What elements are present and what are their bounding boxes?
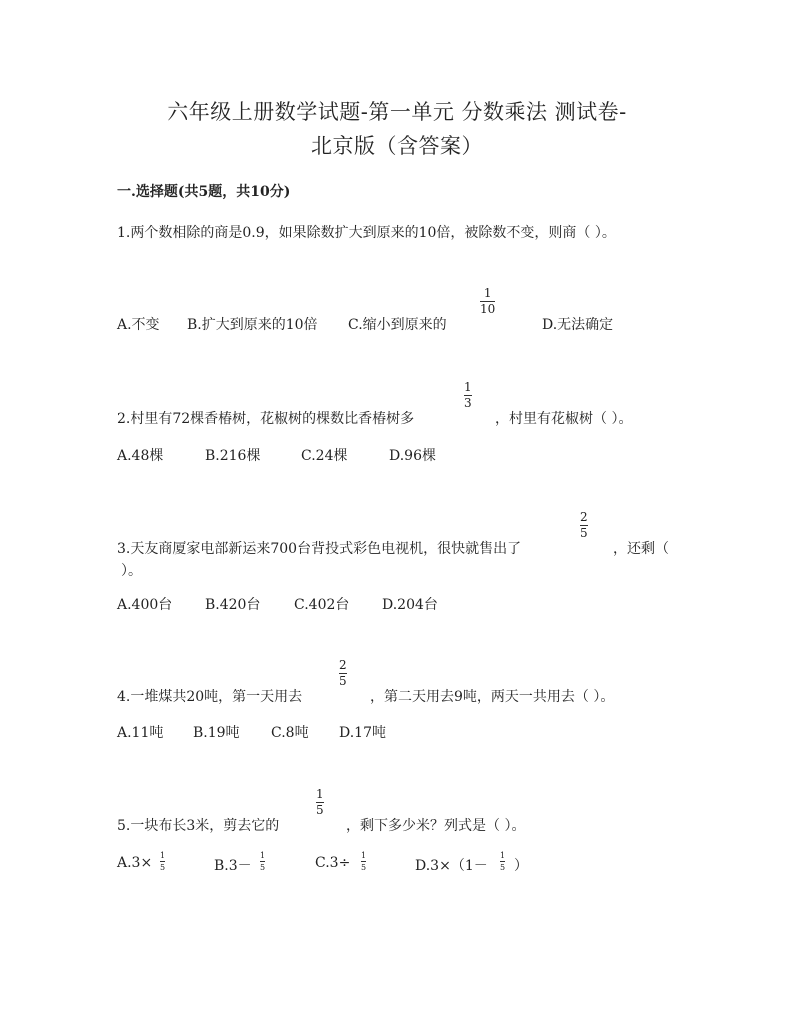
question-4-option-c: C.8吨 (271, 725, 309, 741)
question-5-option-a: A.3× (117, 855, 153, 871)
question-3-stem-a: 3.天友商厦家电部新运来700台背投式彩色电视机，很快就售出了 (117, 541, 522, 557)
question-5-option-d-close: ） (514, 858, 528, 874)
question-5-option-b-fraction (260, 851, 265, 872)
fraction-numerator: 1 (483, 286, 492, 300)
question-5-option-c-fraction (361, 851, 366, 872)
question-4-option-b: B.19吨 (193, 725, 240, 741)
title-line-2: 北京版（含答案） (311, 134, 483, 158)
section-heading: 一.选择题(共5题，共10分) (117, 184, 291, 200)
fraction-numerator: 1 (361, 851, 367, 860)
question-2-option-d: D.96棵 (389, 448, 436, 464)
fraction-numerator: 1 (260, 851, 266, 860)
fraction-denominator: 5 (580, 526, 588, 540)
fraction-numerator: 2 (580, 510, 588, 524)
fraction-numerator: 1 (316, 787, 324, 801)
question-1-option-b: B.扩大到原来的10倍 (187, 317, 318, 333)
question-2-fraction (464, 381, 472, 410)
question-2-option-c: C.24棵 (301, 448, 348, 464)
question-3-option-a: A.400台 (117, 597, 173, 613)
question-5-option-c: C.3÷ (315, 855, 351, 871)
question-3-fraction (580, 511, 588, 540)
question-3-option-c: C.402台 (294, 597, 350, 613)
question-2-option-b: B.216棵 (205, 448, 261, 464)
question-3-option-d: D.204台 (382, 597, 438, 613)
fraction-denominator: 10 (480, 302, 496, 316)
question-2-stem-a: 2.村里有72棵香椿树，花椒树的棵数比香椿树多 (117, 411, 415, 427)
fraction-denominator: 5 (339, 674, 347, 688)
fraction-denominator: 5 (160, 863, 166, 872)
question-5-stem-b: ，剩下多少米？列式是（ ）。 (346, 818, 526, 834)
question-5-option-b: B.3－ (214, 858, 252, 874)
question-4-option-a: A.11吨 (117, 725, 164, 741)
question-5-stem-a: 5.一块布长3米，剪去它的 (117, 818, 280, 834)
fraction-denominator: 5 (500, 863, 506, 872)
question-4-fraction (339, 659, 347, 688)
fraction-bar (500, 861, 505, 862)
question-4-stem-a: 4.一堆煤共20吨，第一天用去 (117, 689, 303, 705)
question-3-option-b: B.420台 (205, 597, 261, 613)
question-1-stem: 1.两个数相除的商是0.9，如果除数扩大到原来的10倍，被除数不变，则商（ ）。 (117, 225, 616, 241)
fraction-bar (160, 861, 165, 862)
question-3-stem-c: ）。 (121, 563, 142, 579)
fraction-numerator: 1 (464, 380, 472, 394)
fraction-bar (361, 861, 366, 862)
fraction-numerator: 2 (339, 658, 347, 672)
fraction-numerator: 1 (500, 851, 506, 860)
question-2-option-a: A.48棵 (117, 448, 164, 464)
question-1-fraction (480, 287, 495, 316)
question-4-stem-b: ，第二天用去9吨，两天一共用去（ ）。 (370, 689, 615, 705)
fraction-numerator: 1 (160, 851, 166, 860)
question-1-option-d: D.无法确定 (542, 317, 614, 333)
question-5-option-d-fraction (500, 851, 505, 872)
fraction-bar (260, 861, 265, 862)
question-5-option-d: D.3×（1－ (415, 858, 488, 874)
question-2-stem-b: ，村里有花椒树（ ）。 (495, 411, 633, 427)
question-1-option-c: C.缩小到原来的 (348, 317, 447, 333)
question-5-option-a-fraction (160, 851, 165, 872)
title-line-1: 六年级上册数学试题-第一单元 分数乘法 测试卷- (167, 100, 627, 124)
question-5-fraction (316, 788, 324, 817)
fraction-denominator: 3 (464, 396, 472, 410)
fraction-denominator: 5 (260, 863, 266, 872)
fraction-denominator: 5 (361, 863, 367, 872)
question-3-stem-b: ，还剩（ (613, 541, 669, 557)
question-4-option-d: D.17吨 (339, 725, 386, 741)
question-1-option-a: A.不变 (117, 317, 160, 333)
fraction-denominator: 5 (316, 803, 324, 817)
